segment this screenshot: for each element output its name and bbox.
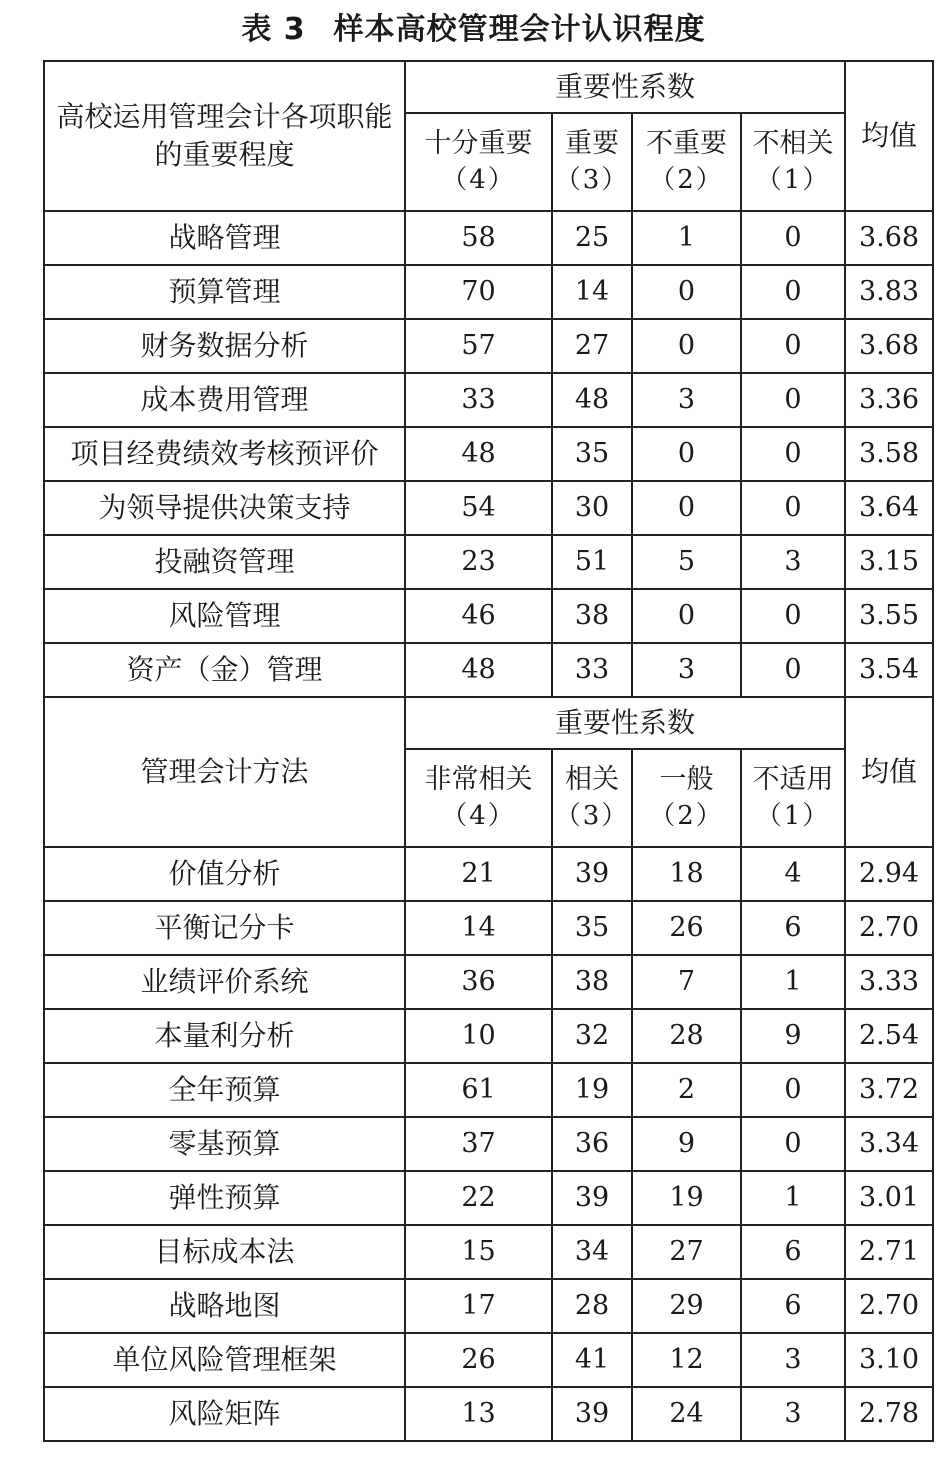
count-cell: 0: [741, 1063, 845, 1117]
count-cell: 33: [552, 643, 632, 697]
row-label: 平衡记分卡: [44, 901, 405, 955]
count-cell: 2: [632, 1063, 741, 1117]
count-cell: 6: [741, 1225, 845, 1279]
count-cell: 27: [632, 1225, 741, 1279]
count-cell: 0: [632, 589, 741, 643]
count-cell: 4: [741, 847, 845, 901]
count-cell: 0: [741, 265, 845, 319]
count-cell: 0: [632, 427, 741, 481]
count-cell: 24: [632, 1387, 741, 1441]
row-label: 风险矩阵: [44, 1387, 405, 1441]
mean-cell: 3.01: [845, 1171, 933, 1225]
functions-column-header: [552, 113, 632, 211]
column-name: 相关: [565, 764, 619, 795]
row-label: 为领导提供决策支持: [44, 481, 405, 535]
count-cell: 9: [741, 1009, 845, 1063]
count-cell: 51: [552, 535, 632, 589]
count-cell: 70: [405, 265, 552, 319]
column-name: 一般: [659, 764, 714, 795]
count-cell: 36: [552, 1117, 632, 1171]
table-row: [44, 1063, 933, 1117]
count-cell: 35: [552, 427, 632, 481]
column-weight: （1）: [755, 801, 831, 831]
functions-header-row-group: [44, 61, 933, 113]
table-row: [44, 901, 933, 955]
count-cell: 39: [552, 847, 632, 901]
column-weight: （2）: [649, 165, 724, 195]
row-label: 单位风险管理框架: [44, 1333, 405, 1387]
row-label: 项目经费绩效考核预评价: [44, 427, 405, 481]
methods-column-header: [741, 749, 845, 847]
methods-header-row-group: [44, 697, 933, 749]
table-row: [44, 481, 933, 535]
functions-column-header: [405, 113, 552, 211]
mean-cell: 3.83: [845, 265, 933, 319]
table-row: [44, 847, 933, 901]
count-cell: 58: [405, 211, 552, 265]
count-cell: 10: [405, 1009, 552, 1063]
count-cell: 48: [405, 427, 552, 481]
functions-mean-header: 均值: [845, 61, 933, 211]
table-row: [44, 1387, 933, 1441]
count-cell: 3: [632, 373, 741, 427]
row-label: 资产（金）管理: [44, 643, 405, 697]
count-cell: 1: [632, 211, 741, 265]
column-name: 不相关: [752, 128, 834, 159]
column-name: 重要: [565, 128, 619, 159]
count-cell: 0: [741, 589, 845, 643]
methods-mean-header: 均值: [845, 697, 933, 847]
mean-cell: 3.15: [845, 535, 933, 589]
column-name: 非常相关: [424, 764, 533, 795]
table-row: [44, 535, 933, 589]
count-cell: 0: [632, 319, 741, 373]
table-row: [44, 319, 933, 373]
count-cell: 0: [741, 319, 845, 373]
count-cell: 0: [741, 1117, 845, 1171]
count-cell: 1: [741, 955, 845, 1009]
count-cell: 33: [405, 373, 552, 427]
count-cell: 61: [405, 1063, 552, 1117]
count-cell: 6: [741, 901, 845, 955]
count-cell: 13: [405, 1387, 552, 1441]
count-cell: 0: [741, 373, 845, 427]
count-cell: 17: [405, 1279, 552, 1333]
methods-column-header: [632, 749, 741, 847]
count-cell: 0: [741, 211, 845, 265]
mean-cell: 2.70: [845, 1279, 933, 1333]
row-label: 零基预算: [44, 1117, 405, 1171]
count-cell: 0: [741, 481, 845, 535]
count-cell: 21: [405, 847, 552, 901]
count-cell: 26: [632, 901, 741, 955]
count-cell: 6: [741, 1279, 845, 1333]
row-label: 战略地图: [44, 1279, 405, 1333]
count-cell: 19: [552, 1063, 632, 1117]
count-cell: 18: [632, 847, 741, 901]
count-cell: 26: [405, 1333, 552, 1387]
table-row: [44, 643, 933, 697]
mean-cell: 2.94: [845, 847, 933, 901]
count-cell: 23: [405, 535, 552, 589]
methods-column-header: [552, 749, 632, 847]
row-label: 成本费用管理: [44, 373, 405, 427]
count-cell: 27: [552, 319, 632, 373]
count-cell: 36: [405, 955, 552, 1009]
methods-row-header: 管理会计方法: [44, 697, 405, 847]
row-label: 业绩评价系统: [44, 955, 405, 1009]
count-cell: 1: [741, 1171, 845, 1225]
table-row: [44, 1225, 933, 1279]
count-cell: 7: [632, 955, 741, 1009]
mean-cell: 3.68: [845, 211, 933, 265]
table-row: [44, 1333, 933, 1387]
count-cell: 39: [552, 1171, 632, 1225]
mean-cell: 3.72: [845, 1063, 933, 1117]
count-cell: 0: [741, 427, 845, 481]
table-row: [44, 265, 933, 319]
count-cell: 28: [632, 1009, 741, 1063]
count-cell: 9: [632, 1117, 741, 1171]
functions-group-header: 重要性系数: [405, 61, 845, 113]
mean-cell: 2.70: [845, 901, 933, 955]
table-row: [44, 1117, 933, 1171]
row-label: 全年预算: [44, 1063, 405, 1117]
table-row: [44, 373, 933, 427]
count-cell: 5: [632, 535, 741, 589]
count-cell: 48: [405, 643, 552, 697]
count-cell: 38: [552, 955, 632, 1009]
table-row: [44, 1171, 933, 1225]
mean-cell: 3.54: [845, 643, 933, 697]
table-row: [44, 427, 933, 481]
count-cell: 48: [552, 373, 632, 427]
count-cell: 25: [552, 211, 632, 265]
column-weight: （4）: [441, 165, 516, 195]
row-label: 风险管理: [44, 589, 405, 643]
row-label: 目标成本法: [44, 1225, 405, 1279]
column-name: 不适用: [752, 764, 834, 795]
count-cell: 19: [632, 1171, 741, 1225]
functions-column-header: [632, 113, 741, 211]
count-cell: 46: [405, 589, 552, 643]
functions-column-header: [741, 113, 845, 211]
mean-cell: 3.55: [845, 589, 933, 643]
row-label: 本量利分析: [44, 1009, 405, 1063]
count-cell: 3: [741, 1333, 845, 1387]
column-name: 不重要: [646, 128, 727, 159]
count-cell: 3: [741, 535, 845, 589]
mean-cell: 3.64: [845, 481, 933, 535]
table-row: [44, 955, 933, 1009]
table-row: [44, 1009, 933, 1063]
count-cell: 3: [632, 643, 741, 697]
row-label: 投融资管理: [44, 535, 405, 589]
row-label: 预算管理: [44, 265, 405, 319]
functions-row-header: 高校运用管理会计各项职能的重要程度: [44, 61, 405, 211]
count-cell: 14: [552, 265, 632, 319]
count-cell: 34: [552, 1225, 632, 1279]
row-label: 弹性预算: [44, 1171, 405, 1225]
mean-cell: 3.58: [845, 427, 933, 481]
mean-cell: 3.10: [845, 1333, 933, 1387]
count-cell: 41: [552, 1333, 632, 1387]
row-label: 财务数据分析: [44, 319, 405, 373]
table-caption: [0, 8, 947, 52]
count-cell: 3: [741, 1387, 845, 1441]
count-cell: 28: [552, 1279, 632, 1333]
count-cell: 38: [552, 589, 632, 643]
count-cell: 39: [552, 1387, 632, 1441]
column-weight: （3）: [554, 165, 630, 195]
column-weight: （1）: [755, 165, 831, 195]
methods-column-header: [405, 749, 552, 847]
column-weight: （4）: [441, 801, 516, 831]
mean-cell: 2.78: [845, 1387, 933, 1441]
count-cell: 54: [405, 481, 552, 535]
column-weight: （3）: [554, 801, 630, 831]
count-cell: 57: [405, 319, 552, 373]
mean-cell: 3.68: [845, 319, 933, 373]
count-cell: 12: [632, 1333, 741, 1387]
column-weight: （2）: [649, 801, 724, 831]
mean-cell: 2.54: [845, 1009, 933, 1063]
column-name: 十分重要: [424, 128, 533, 159]
count-cell: 0: [632, 265, 741, 319]
recognition-table: [43, 60, 934, 1442]
count-cell: 0: [741, 643, 845, 697]
table-row: [44, 589, 933, 643]
row-label: 战略管理: [44, 211, 405, 265]
row-label: 价值分析: [44, 847, 405, 901]
count-cell: 14: [405, 901, 552, 955]
count-cell: 29: [632, 1279, 741, 1333]
count-cell: 30: [552, 481, 632, 535]
table-number: 表 3: [241, 12, 306, 47]
mean-cell: 3.36: [845, 373, 933, 427]
count-cell: 15: [405, 1225, 552, 1279]
count-cell: 0: [632, 481, 741, 535]
count-cell: 35: [552, 901, 632, 955]
table-title: 样本高校管理会计认识程度: [333, 12, 706, 47]
count-cell: 32: [552, 1009, 632, 1063]
mean-cell: 3.33: [845, 955, 933, 1009]
table-row: [44, 211, 933, 265]
count-cell: 22: [405, 1171, 552, 1225]
count-cell: 37: [405, 1117, 552, 1171]
mean-cell: 2.71: [845, 1225, 933, 1279]
methods-group-header: 重要性系数: [405, 697, 845, 749]
table-row: [44, 1279, 933, 1333]
mean-cell: 3.34: [845, 1117, 933, 1171]
